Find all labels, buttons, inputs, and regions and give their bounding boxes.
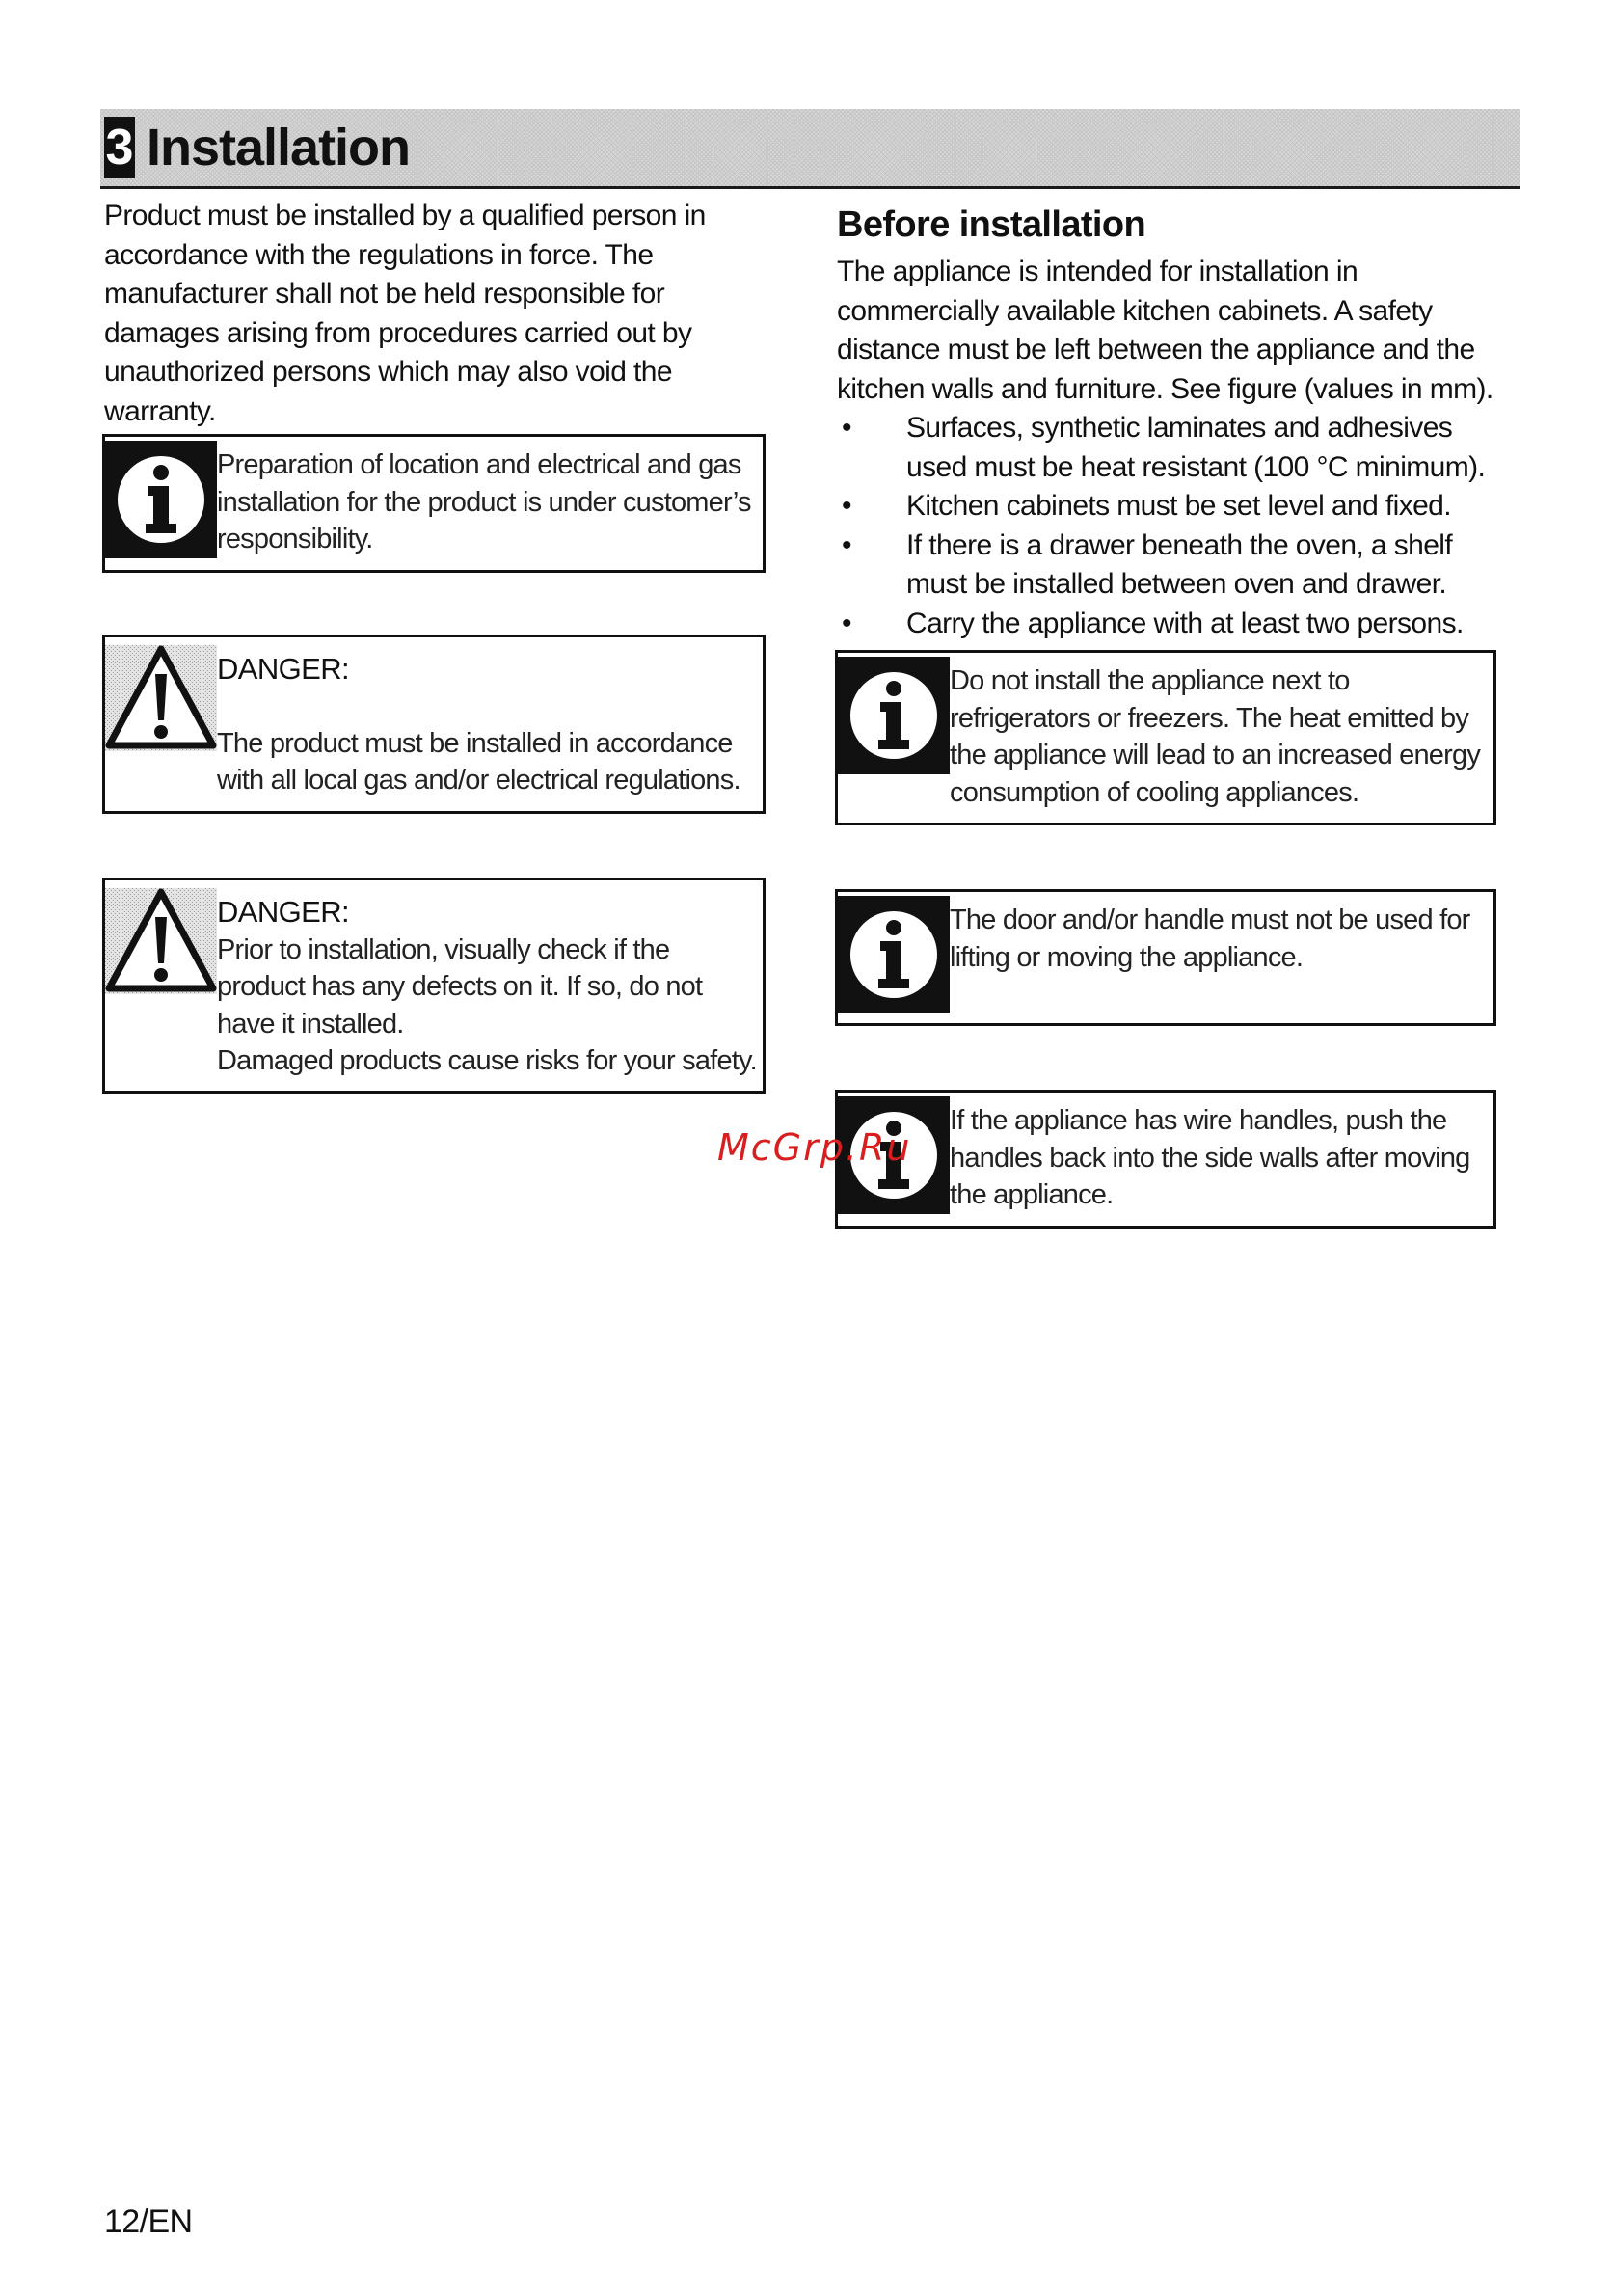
info-icon: [105, 441, 217, 558]
before-installation-heading: Before installation: [837, 204, 1146, 245]
danger-box-regulations: [102, 635, 766, 814]
warning-triangle-icon: [105, 888, 217, 994]
info-text: The door and/or handle must not be used for lifting or moving the appliance.: [950, 905, 1470, 973]
section-title: Installation: [147, 119, 411, 176]
info-icon: [838, 657, 950, 774]
list-item: • Surfaces, synthetic laminates and adhesives used must be heat resistant (100 °C minimum).: [837, 409, 1512, 487]
danger-text-safety: Damaged products cause risks for your safety.: [217, 1045, 757, 1076]
danger-box-defects: [102, 878, 766, 1094]
info-box-customer-responsibility: [102, 434, 766, 573]
requirements-list: [837, 409, 1512, 643]
right-column: [837, 203, 1512, 643]
list-item: • If there is a drawer beneath the oven, a shelf must be installed between oven and drawer.: [837, 527, 1512, 605]
info-box-door-handle: [835, 889, 1496, 1026]
section-number: 3: [104, 117, 135, 178]
info-icon: [838, 896, 950, 1013]
left-column: [104, 197, 769, 431]
danger-label: DANGER:: [217, 895, 350, 929]
bullet-icon: •: [842, 528, 851, 561]
bullet-icon: •: [842, 412, 851, 444]
danger-text: Prior to installation, visually check if the product has any defects on it. If so, do not have it installed.: [217, 933, 703, 1040]
info-text: Do not install the appliance next to refrigerators or freezers. The heat emitted by the appliance will lead to an increased energy consumption of cooling appliances.: [950, 665, 1481, 808]
info-box-refrigerators: [835, 650, 1496, 825]
info-text: Preparation of location and electrical and gas installation for the product is under customer’s responsibility.: [217, 449, 751, 554]
info-text: If the appliance has wire handles, push the handles back into the side walls after moving the appliance.: [950, 1105, 1470, 1210]
bullet-icon: •: [842, 490, 851, 522]
intro-paragraph: Product must be installed by a qualified person in accordance with the regulations in force. The manufacturer shall not be held responsible for damages arising from procedures carried out by unauthorized persons which may also void the warranty.: [104, 200, 706, 427]
list-item: • Carry the appliance with at least two persons.: [837, 605, 1512, 644]
danger-text: The product must be installed in accordance with all local gas and/or electrical regulations.: [217, 727, 740, 796]
watermark: McGrp.Ru: [717, 1126, 912, 1169]
page-number: 12/EN: [104, 2203, 193, 2240]
list-item: • Kitchen cabinets must be set level and fixed.: [837, 487, 1512, 527]
danger-label: DANGER:: [217, 652, 350, 686]
info-box-wire-handles: [835, 1090, 1496, 1229]
section-header: [100, 109, 1520, 189]
warning-triangle-icon: [105, 645, 217, 751]
bullet-icon: •: [842, 607, 851, 639]
before-installation-body: The appliance is intended for installation in commercially available kitchen cabinets. A safety distance must be left between the appliance and the kitchen walls and furniture. See figure (values in mm).: [837, 256, 1493, 405]
